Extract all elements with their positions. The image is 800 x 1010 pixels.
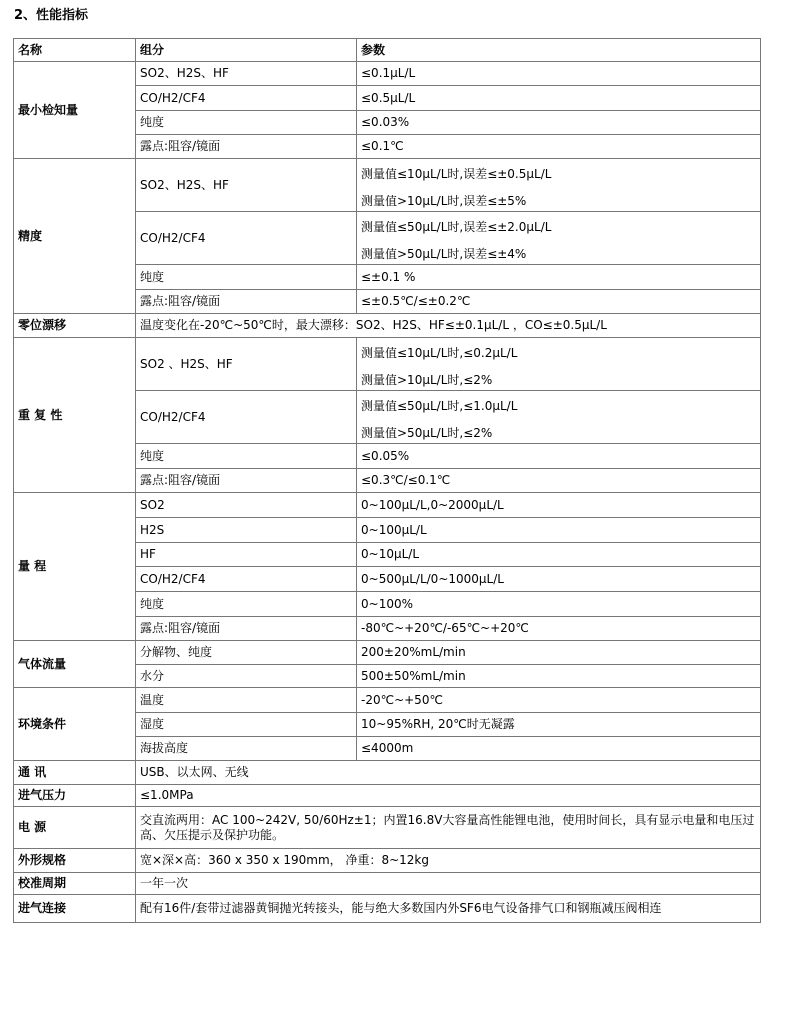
merged-value-cell: USB、以太网、无线	[136, 761, 761, 785]
table-row	[14, 873, 761, 895]
group-name-cell: 进气连接	[14, 895, 136, 923]
section-heading: 2、性能指标	[14, 8, 89, 23]
component-cell: SO2	[136, 493, 357, 518]
group-name-cell: 校准周期	[14, 873, 136, 895]
header-component: 组分	[136, 39, 357, 62]
parameter-line: ≤±0.1 %	[361, 269, 416, 284]
group-name-cell: 通 讯	[14, 761, 136, 785]
component-cell: 湿度	[136, 713, 357, 737]
parameter-cell	[357, 493, 761, 518]
table-row	[14, 895, 761, 923]
merged-value-cell: ≤1.0MPa	[136, 785, 761, 807]
parameter-line: 0~100%	[361, 596, 413, 611]
parameter-line: ≤4000m	[361, 741, 414, 755]
parameter-line: 测量值≤50μL/L时,误差≤±2.0μL/L	[361, 219, 552, 234]
header-parameter: 参数	[357, 39, 761, 62]
parameter-cell	[357, 469, 761, 493]
group-name-cell: 量 程	[14, 493, 136, 641]
group-name-cell: 重 复 性	[14, 338, 136, 493]
parameter-line: 200±20%mL/min	[361, 645, 466, 659]
parameter-line: 测量值>50μL/L时,误差≤±4%	[361, 246, 527, 261]
parameter-line: 测量值≤10μL/L时,误差≤±0.5μL/L	[361, 166, 552, 181]
parameter-cell	[357, 159, 761, 212]
group-name-cell: 电 源	[14, 807, 136, 849]
merged-value-cell: 一年一次	[136, 873, 761, 895]
component-cell: 海拔高度	[136, 737, 357, 761]
group-name-cell: 气体流量	[14, 641, 136, 688]
group-name-cell: 精度	[14, 159, 136, 314]
component-cell: CO/H2/CF4	[136, 567, 357, 592]
parameter-cell	[357, 111, 761, 135]
parameter-cell	[357, 391, 761, 444]
parameter-cell	[357, 543, 761, 567]
parameter-line: 0~100μL/L	[361, 522, 427, 537]
group-name-cell: 最小检知量	[14, 62, 136, 159]
merged-value-cell: 宽×深×高：360 x 350 x 190mm， 净重：8~12kg	[136, 849, 761, 873]
parameter-cell	[357, 212, 761, 265]
spec-table	[13, 38, 761, 923]
component-cell: 分解物、纯度	[136, 641, 357, 665]
parameter-line: 500±50%mL/min	[361, 668, 466, 683]
component-cell: H2S	[136, 518, 357, 543]
parameter-cell	[357, 567, 761, 592]
parameter-cell	[357, 135, 761, 159]
parameter-line: 0~10μL/L	[361, 547, 420, 561]
component-cell: 纯度	[136, 111, 357, 135]
parameter-line: 测量值>50μL/L时,≤2%	[361, 425, 493, 440]
component-cell: SO2、H2S、HF	[136, 62, 357, 86]
parameter-line: 测量值≤10μL/L时,≤0.2μL/L	[361, 345, 518, 360]
parameter-cell	[357, 592, 761, 617]
parameter-line: ≤0.1℃	[361, 139, 404, 153]
component-cell: 温度	[136, 688, 357, 713]
group-name-cell: 环境条件	[14, 688, 136, 761]
parameter-line: 测量值>10μL/L时,≤2%	[361, 372, 493, 387]
parameter-cell	[357, 665, 761, 688]
parameter-line: -80℃~+20℃/-65℃~+20℃	[361, 621, 529, 635]
table-row	[14, 807, 761, 849]
parameter-line: 测量值>10μL/L时,误差≤±5%	[361, 193, 527, 208]
parameter-cell	[357, 290, 761, 314]
component-cell: 露点:阻容/镜面	[136, 135, 357, 159]
parameter-line: 测量值≤50μL/L时,≤1.0μL/L	[361, 398, 518, 413]
group-name-cell: 外形规格	[14, 849, 136, 873]
table-row	[14, 761, 761, 785]
table-row	[14, 493, 761, 518]
parameter-line: 0~100μL/L,0~2000μL/L	[361, 497, 504, 512]
parameter-cell	[357, 265, 761, 290]
parameter-cell	[357, 641, 761, 665]
table-row	[14, 641, 761, 665]
header-name: 名称	[14, 39, 136, 62]
merged-value-cell: 交直流两用：AC 100~242V, 50/60Hz±1；内置16.8V大容量高性能锂电池，使用时间长，具有显示电量和电压过高、欠压提示及保护功能。	[136, 807, 761, 849]
parameter-cell	[357, 518, 761, 543]
parameter-line: ≤0.05%	[361, 448, 410, 463]
component-cell: CO/H2/CF4	[136, 391, 357, 444]
parameter-cell	[357, 338, 761, 391]
table-row	[14, 314, 761, 338]
parameter-cell	[357, 713, 761, 737]
parameter-line: ≤0.3℃/≤0.1℃	[361, 473, 451, 487]
header-row	[14, 39, 761, 62]
table-row	[14, 338, 761, 391]
component-cell: 露点:阻容/镜面	[136, 290, 357, 314]
table-row	[14, 849, 761, 873]
table-row	[14, 159, 761, 212]
parameter-cell	[357, 86, 761, 111]
parameter-line: ≤0.5μL/L	[361, 90, 416, 105]
group-name-cell: 零位漂移	[14, 314, 136, 338]
parameter-cell	[357, 62, 761, 86]
component-cell: 纯度	[136, 592, 357, 617]
merged-value-cell: 配有16件/套带过滤器黄铜抛光转接头，能与绝大多数国内外SF6电气设备排气口和钢瓶减压阀相连	[136, 895, 761, 923]
spec-table-body	[14, 62, 761, 923]
group-name-cell: 进气压力	[14, 785, 136, 807]
component-cell: HF	[136, 543, 357, 567]
table-row	[14, 62, 761, 86]
component-cell: 纯度	[136, 265, 357, 290]
parameter-line: ≤0.03%	[361, 115, 410, 129]
component-cell: 水分	[136, 665, 357, 688]
component-cell: SO2 、H2S、HF	[136, 338, 357, 391]
parameter-cell	[357, 617, 761, 641]
component-cell: 露点:阻容/镜面	[136, 617, 357, 641]
parameter-cell	[357, 688, 761, 713]
parameter-line: ≤±0.5℃/≤±0.2℃	[361, 294, 471, 308]
component-cell: 纯度	[136, 444, 357, 469]
component-cell: CO/H2/CF4	[136, 86, 357, 111]
parameter-cell	[357, 737, 761, 761]
parameter-line: 10~95%RH, 20℃时无凝露	[361, 717, 515, 731]
component-cell: 露点:阻容/镜面	[136, 469, 357, 493]
parameter-line: -20℃~+50℃	[361, 692, 443, 707]
table-row	[14, 785, 761, 807]
table-row	[14, 688, 761, 713]
parameter-line: 0~500μL/L/0~1000μL/L	[361, 571, 504, 586]
parameter-line: ≤0.1μL/L	[361, 66, 416, 80]
component-cell: SO2、H2S、HF	[136, 159, 357, 212]
merged-value-cell: 温度变化在-20℃~50℃时，最大漂移：SO2、H2S、HF≤±0.1μL/L ，CO≤±0.5μL/L	[136, 314, 761, 338]
component-cell: CO/H2/CF4	[136, 212, 357, 265]
parameter-cell	[357, 444, 761, 469]
